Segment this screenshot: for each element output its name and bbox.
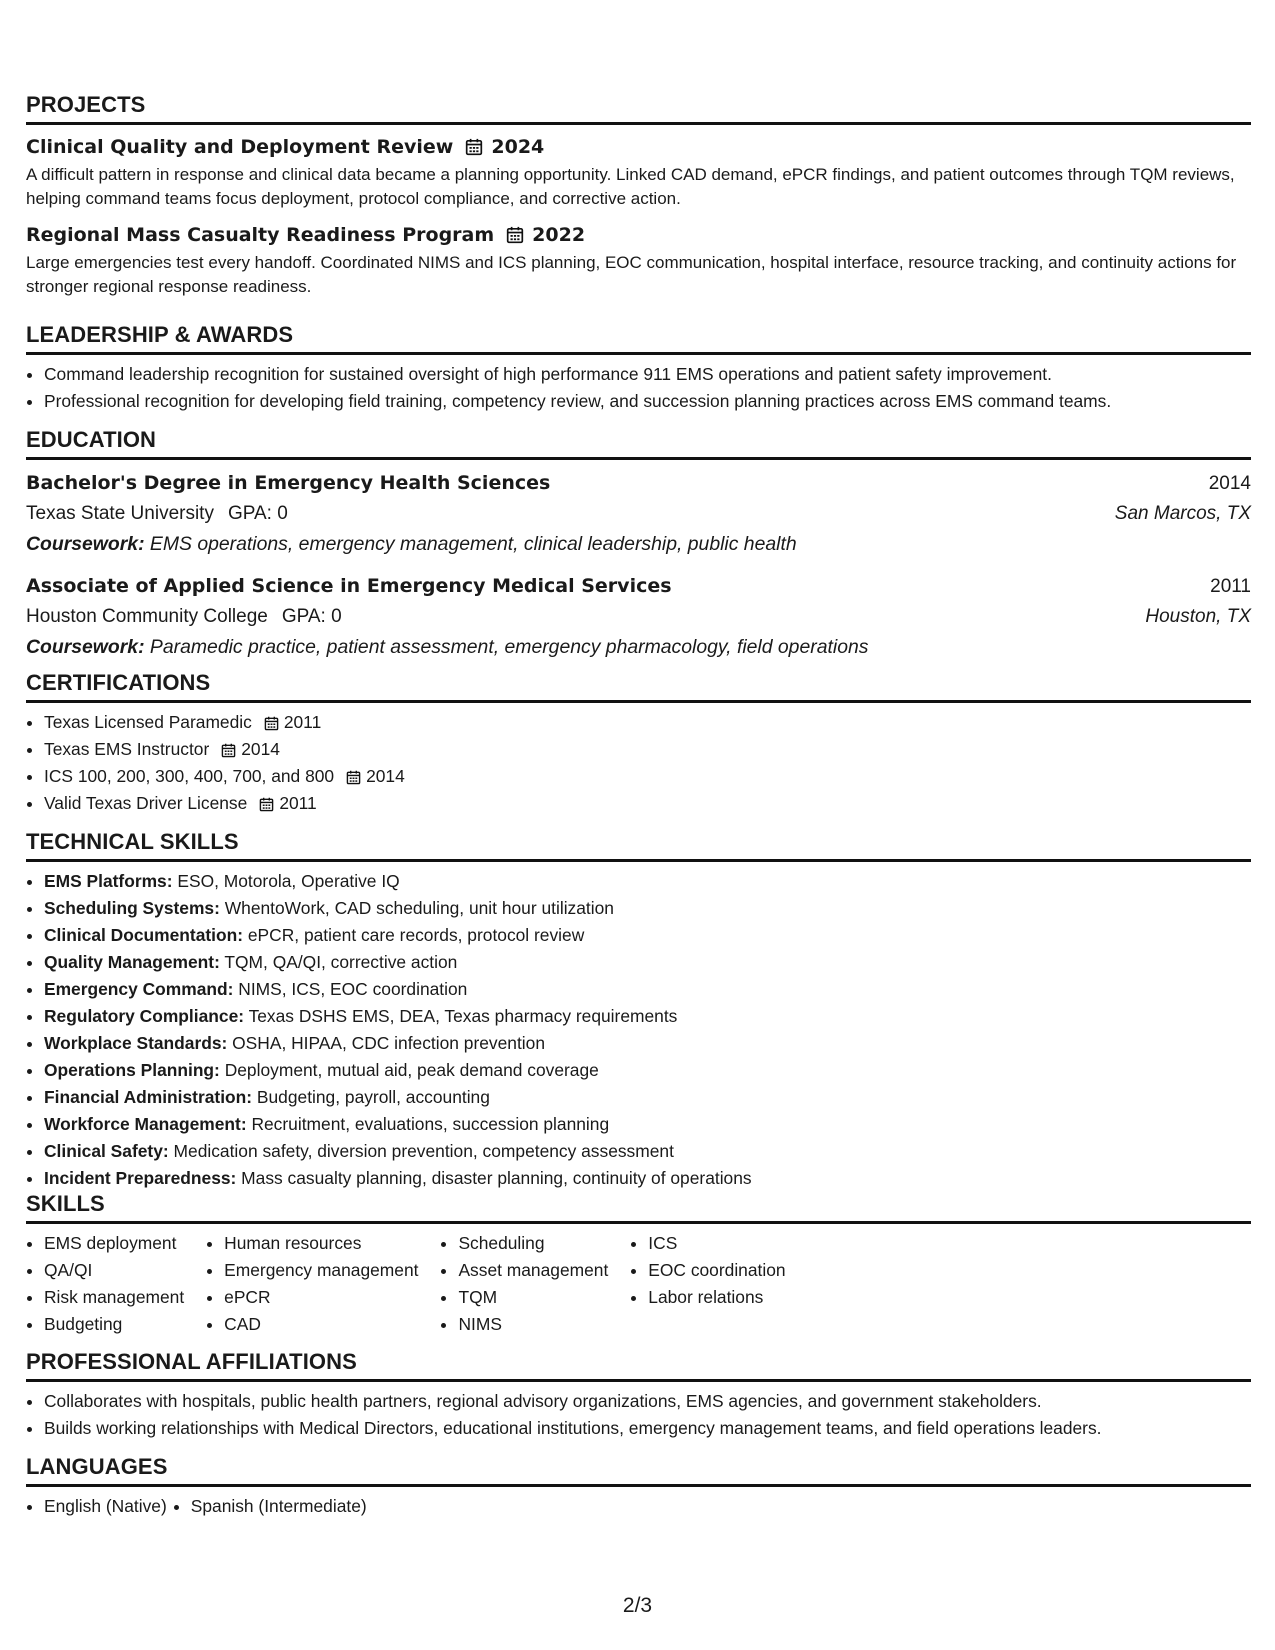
coursework-text: EMS operations, emergency management, clinical leadership, public health <box>149 533 797 555</box>
list-item: • QA/QI <box>44 1257 184 1284</box>
calendar-icon <box>465 138 483 156</box>
skill-value: Medication safety, diversion prevention, competency assessment <box>173 1141 674 1161</box>
degree-year: 2011 <box>1210 576 1251 597</box>
list-item <box>44 1003 1251 1030</box>
list-item: • Budgeting <box>44 1311 184 1338</box>
skill-label: Workforce Management: <box>44 1114 247 1134</box>
skills-column <box>630 1230 785 1338</box>
skill-label: Quality Management: <box>44 952 220 972</box>
calendar-icon <box>259 797 274 812</box>
list-item <box>44 763 1251 790</box>
certifications-list <box>26 709 1251 817</box>
skill-value: WhentoWork, CAD scheduling, unit hour utilization <box>224 898 614 918</box>
skill-label: Incident Preparedness: <box>44 1168 237 1188</box>
list-item: • TQM <box>458 1284 608 1311</box>
list-item <box>44 1084 1251 1111</box>
skill-value: Deployment, mutual aid, peak demand coverage <box>224 1060 599 1080</box>
cert-year: 2014 <box>366 766 405 786</box>
coursework-label: Coursework: <box>26 533 145 555</box>
skill-label: Financial Administration: <box>44 1087 253 1107</box>
list-item <box>44 1111 1251 1138</box>
project-item <box>26 221 1251 299</box>
coursework <box>26 529 1251 559</box>
cert-year: 2011 <box>283 712 322 732</box>
section-title-education: EDUCATION <box>26 427 1251 460</box>
school-location: Houston, TX <box>1145 606 1251 627</box>
skill-label: Clinical Safety: <box>44 1141 169 1161</box>
skill-label: Scheduling Systems: <box>44 898 220 918</box>
list-item <box>44 922 1251 949</box>
list-item: • Emergency management <box>224 1257 418 1284</box>
skills-grid <box>26 1230 1251 1338</box>
list-item <box>44 1138 1251 1165</box>
section-title-languages: LANGUAGES <box>26 1454 1251 1487</box>
cert-name: Texas Licensed Paramedic <box>44 712 252 732</box>
education-item <box>26 571 1251 662</box>
list-item <box>44 976 1251 1003</box>
cert-name: Valid Texas Driver License <box>44 793 248 813</box>
skill-label: Emergency Command: <box>44 979 234 999</box>
list-item: • Human resources <box>224 1230 418 1257</box>
list-item <box>44 709 1251 736</box>
gpa: GPA: 0 <box>281 606 342 627</box>
coursework-label: Coursework: <box>26 636 145 658</box>
list-item: • English (Native) <box>44 1493 167 1520</box>
section-title-skills: SKILLS <box>26 1191 1251 1224</box>
calendar-icon <box>221 743 236 758</box>
list-item: • Risk management <box>44 1284 184 1311</box>
skills-column <box>206 1230 418 1338</box>
section-title-affiliations: PROFESSIONAL AFFILIATIONS <box>26 1349 1251 1382</box>
school-name: Texas State University <box>26 503 214 524</box>
projects-section <box>26 92 1251 299</box>
list-item: • EOC coordination <box>648 1257 785 1284</box>
leadership-section <box>26 322 1251 415</box>
cert-name: Texas EMS Instructor <box>44 739 210 759</box>
calendar-icon <box>506 226 524 244</box>
calendar-icon <box>264 716 279 731</box>
list-item: • Collaborates with hospitals, public health partners, regional advisory organizations, EMS agencies, and government stakeholders. <box>44 1388 1251 1415</box>
list-item: • Labor relations <box>648 1284 785 1311</box>
cert-year: 2011 <box>279 793 317 813</box>
skill-value: TQM, QA/QI, corrective action <box>224 952 458 972</box>
coursework <box>26 632 1251 662</box>
list-item <box>44 790 1251 817</box>
affiliations-list <box>26 1388 1251 1442</box>
list-item: • ePCR <box>224 1284 418 1311</box>
skills-column <box>26 1230 184 1338</box>
list-item: • ICS <box>648 1230 785 1257</box>
skill-value: NIMS, ICS, EOC coordination <box>238 979 468 999</box>
list-item: • NIMS <box>458 1311 608 1338</box>
leadership-list <box>26 361 1251 415</box>
list-item: • Command leadership recognition for sustained oversight of high performance 911 EMS operations and patient safety improvement. <box>44 361 1251 388</box>
skill-label: EMS Platforms: <box>44 871 173 891</box>
project-name: Regional Mass Casualty Readiness Program <box>26 224 495 246</box>
list-item <box>44 868 1251 895</box>
school-location: San Marcos, TX <box>1114 503 1251 524</box>
degree-name: Associate of Applied Science in Emergency Medical Services <box>26 575 672 597</box>
list-item <box>44 1165 1251 1192</box>
list-item <box>44 1057 1251 1084</box>
education-item <box>26 468 1251 559</box>
list-item: • Professional recognition for developing field training, competency review, and succession planning practices across EMS command teams. <box>44 388 1251 415</box>
skills-column <box>440 1230 608 1338</box>
education-section <box>26 427 1251 662</box>
list-item <box>44 736 1251 763</box>
skill-value: Mass casualty planning, disaster planning, continuity of operations <box>241 1168 752 1188</box>
languages-list <box>26 1493 1251 1520</box>
cert-year: 2014 <box>241 739 280 759</box>
list-item <box>44 949 1251 976</box>
skill-label: Workplace Standards: <box>44 1033 228 1053</box>
school-name: Houston Community College <box>26 606 268 627</box>
project-item <box>26 133 1251 211</box>
certifications-section <box>26 670 1251 817</box>
list-item: • EMS deployment <box>44 1230 184 1257</box>
section-title-leadership: LEADERSHIP & AWARDS <box>26 322 1251 355</box>
languages-section <box>26 1454 1251 1520</box>
list-item <box>44 895 1251 922</box>
page-number: 2/3 <box>622 1594 653 1617</box>
list-item: • Scheduling <box>458 1230 608 1257</box>
section-title-technical-skills: TECHNICAL SKILLS <box>26 829 1251 862</box>
coursework-text: Paramedic practice, patient assessment, emergency pharmacology, field operations <box>149 636 869 658</box>
project-name: Clinical Quality and Deployment Review <box>26 136 454 158</box>
affiliations-section <box>26 1349 1251 1442</box>
section-title-projects: PROJECTS <box>26 92 1251 125</box>
list-item: • Builds working relationships with Medical Directors, educational institutions, emergency management teams, and field operations leaders. <box>44 1415 1251 1442</box>
technical-skills-section <box>26 829 1251 1192</box>
skill-value: Recruitment, evaluations, succession planning <box>251 1114 610 1134</box>
skill-value: ePCR, patient care records, protocol review <box>247 925 585 945</box>
list-item: • CAD <box>224 1311 418 1338</box>
technical-skills-list <box>26 868 1251 1192</box>
section-title-certifications: CERTIFICATIONS <box>26 670 1251 703</box>
project-year: 2022 <box>532 224 586 246</box>
list-item: • Spanish (Intermediate) <box>191 1493 367 1520</box>
project-year: 2024 <box>491 136 545 158</box>
skill-value: ESO, Motorola, Operative IQ <box>177 871 400 891</box>
gpa: GPA: 0 <box>227 503 288 524</box>
project-description: A difficult pattern in response and clinical data became a planning opportunity. Linked CAD demand, ePCR findings, and patient outcomes through TQM reviews, helping command teams focus deployment, protocol compliance, and corrective action. <box>26 165 1235 208</box>
cert-name: ICS 100, 200, 300, 400, 700, and 800 <box>44 766 335 786</box>
skills-section <box>26 1191 1251 1338</box>
calendar-icon <box>346 770 361 785</box>
project-description: Large emergencies test every handoff. Coordinated NIMS and ICS planning, EOC communication, hospital interface, resource tracking, and continuity actions for stronger regional response readiness. <box>26 253 1237 296</box>
skill-label: Clinical Documentation: <box>44 925 244 945</box>
degree-name: Bachelor's Degree in Emergency Health Sciences <box>26 472 551 494</box>
degree-year: 2014 <box>1208 473 1251 494</box>
list-item <box>44 1030 1251 1057</box>
skill-value: Budgeting, payroll, accounting <box>256 1087 490 1107</box>
skill-value: Texas DSHS EMS, DEA, Texas pharmacy requirements <box>248 1006 678 1026</box>
skill-value: OSHA, HIPAA, CDC infection prevention <box>232 1033 545 1053</box>
list-item: • Asset management <box>458 1257 608 1284</box>
skill-label: Regulatory Compliance: <box>44 1006 245 1026</box>
skill-label: Operations Planning: <box>44 1060 220 1080</box>
